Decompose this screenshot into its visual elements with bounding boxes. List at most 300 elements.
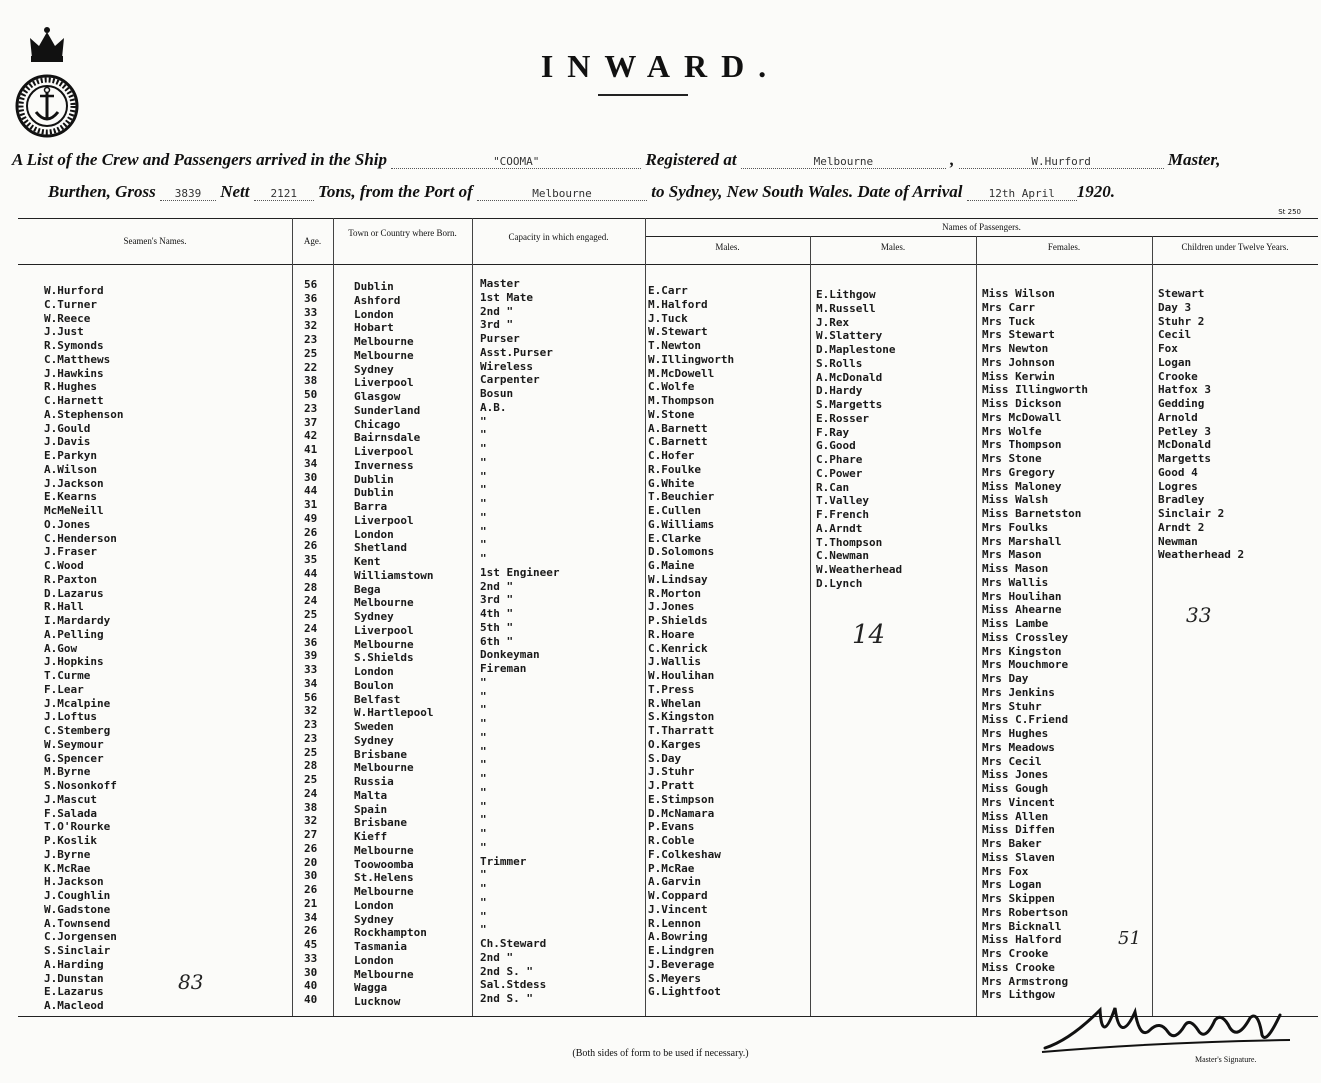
- list-item: Melbourne: [354, 596, 414, 610]
- list-item: 33: [304, 305, 318, 319]
- list-item: C.Newman: [816, 549, 869, 563]
- list-item: ": [480, 785, 487, 799]
- list-item: 25: [304, 745, 318, 759]
- list-item: Miss Wilson: [982, 287, 1055, 300]
- list-item: S.Day: [648, 751, 682, 765]
- list-item: ": [480, 772, 487, 785]
- divider-males1: [645, 218, 646, 1016]
- list-item: Miss C.Friend: [982, 713, 1069, 727]
- col-head-born: Town or Country where Born.: [348, 228, 457, 238]
- arrival-date: 12th April: [967, 187, 1077, 201]
- list-item: ": [480, 799, 487, 813]
- male-passengers-2-column: [816, 288, 902, 591]
- list-item: Dublin: [354, 486, 394, 500]
- list-item: ": [480, 414, 487, 428]
- list-item: O.Jones: [44, 517, 91, 531]
- crew-names-column: [44, 284, 123, 1013]
- col-head-children: Children under Twelve Years.: [1181, 242, 1289, 252]
- list-item: Purser: [480, 332, 520, 345]
- list-item: C.Stemberg: [44, 724, 111, 737]
- list-item: Glasgow: [354, 390, 401, 403]
- list-item: ": [480, 689, 487, 703]
- list-item: J.Jones: [648, 600, 695, 614]
- list-item: Mrs Mason: [982, 548, 1042, 562]
- list-item: D.Lynch: [816, 576, 863, 590]
- list-item: Crooke: [1158, 369, 1198, 383]
- list-item: A.Macleod: [44, 999, 104, 1012]
- list-item: 1st Engineer: [480, 565, 560, 579]
- list-item: Bega: [354, 582, 381, 596]
- list-item: T.Press: [648, 682, 695, 696]
- list-item: ": [480, 730, 487, 744]
- list-item: E.Parkyn: [44, 449, 97, 462]
- divider-children: [1152, 236, 1153, 1016]
- list-item: Fireman: [480, 662, 527, 675]
- list-item: Miss Crossley: [982, 630, 1069, 644]
- list-item: 34: [304, 910, 318, 924]
- list-item: Kieff: [354, 830, 388, 843]
- list-item: ": [480, 442, 487, 455]
- list-item: Mrs Marshall: [982, 534, 1062, 548]
- list-item: Sunderland: [354, 403, 421, 417]
- list-item: 30: [304, 470, 318, 484]
- list-item: McMeNeill: [44, 504, 104, 517]
- arrival-label: Date of Arrival: [857, 182, 963, 201]
- list-item: K.McRae: [44, 861, 91, 875]
- col-head-males-1: Males.: [715, 242, 740, 252]
- list-item: ": [480, 510, 487, 524]
- list-item: 40: [304, 993, 318, 1006]
- list-item: W.Gadstone: [44, 902, 111, 916]
- table-top-rule: [18, 218, 1318, 219]
- crew-capacity-column: [480, 277, 559, 1006]
- list-item: ": [480, 428, 487, 442]
- footer-note: (Both sides of form to be used if necessary.): [572, 1048, 749, 1059]
- crew-ages-column: [304, 278, 317, 1007]
- list-item: Mrs Lithgow: [982, 988, 1055, 1002]
- list-item: 35: [304, 553, 318, 566]
- list-item: Mrs McDowall: [982, 410, 1062, 424]
- list-item: W.Hurford: [44, 284, 104, 297]
- females-total-handwritten: 51: [1118, 928, 1141, 949]
- col-head-males-2: Males.: [880, 242, 906, 252]
- list-item: 28: [304, 580, 318, 594]
- list-item: 33: [304, 951, 318, 965]
- list-item: T.O'Rourke: [44, 820, 111, 834]
- list-item: 24: [304, 594, 318, 608]
- crew-born-column: [354, 280, 433, 1009]
- list-item: C.Matthews: [44, 352, 111, 366]
- list-item: G.Good: [816, 439, 856, 453]
- list-item: W.Hartlepool: [354, 706, 434, 720]
- list-item: C.Turner: [44, 297, 97, 311]
- list-item: E.Rosser: [816, 411, 869, 425]
- list-item: ": [480, 675, 487, 689]
- tons-port-label: Tons, from the Port of: [318, 182, 473, 201]
- list-item: Mrs Baker: [982, 837, 1042, 850]
- list-item: E.Carr: [648, 284, 688, 297]
- list-item: ": [480, 469, 487, 483]
- list-item: R.Paxton: [44, 572, 97, 586]
- list-item: ": [480, 744, 487, 758]
- list-item: ": [480, 813, 487, 827]
- list-item: ": [480, 703, 487, 717]
- list-item: A.Stephenson: [44, 407, 124, 421]
- list-item: Miss Lambe: [982, 617, 1049, 630]
- list-item: 22: [304, 360, 318, 374]
- list-item: 45: [304, 938, 318, 951]
- list-item: Sal.Stdess: [480, 978, 547, 992]
- list-item: S.Rolls: [816, 356, 863, 370]
- year-prefix: 19: [1076, 182, 1094, 201]
- list-item: Mrs Gregory: [982, 465, 1055, 479]
- list-item: 56: [304, 278, 318, 291]
- list-item: ": [480, 483, 487, 497]
- list-item: J.Byrne: [44, 847, 91, 861]
- list-item: ": [480, 717, 487, 730]
- list-item: C.Barnett: [648, 435, 708, 449]
- list-item: A.Barnett: [648, 421, 708, 435]
- list-item: Melbourne: [354, 348, 414, 362]
- list-item: 2nd ": [480, 304, 514, 318]
- list-item: J.Dunstan: [44, 971, 104, 985]
- list-item: 36: [304, 635, 318, 649]
- list-item: M.Russell: [816, 301, 876, 315]
- list-item: Dublin: [354, 472, 394, 486]
- list-item: Mrs Logan: [982, 878, 1042, 892]
- divider-age: [292, 218, 293, 1016]
- children-total-handwritten: 33: [1186, 603, 1212, 627]
- list-item: ": [480, 882, 487, 895]
- list-item: R.Hughes: [44, 380, 97, 394]
- list-item: D.McNamara: [648, 806, 715, 820]
- list-item: Mrs Vincent: [982, 795, 1055, 809]
- list-item: Dublin: [354, 280, 394, 293]
- list-item: 20: [304, 855, 318, 869]
- list-item: Petley 3: [1158, 424, 1211, 438]
- list-item: 31: [304, 498, 318, 511]
- list-item: 30: [304, 869, 318, 883]
- list-item: 2nd ": [480, 950, 514, 964]
- list-item: T.Beuchier: [648, 490, 715, 504]
- list-item: 2nd S. ": [480, 992, 533, 1005]
- list-item: A.Bowring: [648, 930, 708, 944]
- list-item: McDonald: [1158, 438, 1211, 452]
- list-item: Sydney: [354, 912, 394, 926]
- list-item: P.Evans: [648, 820, 695, 834]
- list-item: Mrs Wallis: [982, 575, 1049, 589]
- list-item: Miss Barnetston: [982, 507, 1082, 520]
- female-passengers-column: [982, 287, 1088, 1002]
- list-item: F.Ray: [816, 425, 850, 439]
- list-item: F.Salada: [44, 806, 97, 820]
- list-item: ": [480, 840, 487, 854]
- list-item: Miss Diffen: [982, 823, 1055, 837]
- list-item: Master: [480, 277, 520, 290]
- list-item: J.Hopkins: [44, 655, 104, 669]
- list-item: 5th ": [480, 620, 514, 634]
- list-item: 32: [304, 814, 318, 828]
- list-item: J.Just: [44, 325, 84, 339]
- list-item: W.Stewart: [648, 325, 708, 339]
- list-item: J.Fraser: [44, 545, 97, 559]
- list-item: Spain: [354, 802, 388, 816]
- list-item: J.Tuck: [648, 311, 688, 325]
- list-item: 50: [304, 388, 318, 401]
- list-item: R.Morton: [648, 586, 701, 600]
- list-item: R.Lennon: [648, 916, 701, 930]
- list-item: Stewart: [1158, 287, 1205, 300]
- list-item: A.Garvin: [648, 875, 701, 889]
- divider-born: [333, 218, 334, 1016]
- col-head-females: Females.: [1047, 242, 1081, 252]
- list-item: Brisbane: [354, 816, 407, 830]
- list-item: ": [480, 923, 487, 937]
- list-item: A.Townsend: [44, 916, 111, 930]
- list-item: Sweden: [354, 720, 394, 733]
- list-item: Wagga: [354, 981, 388, 995]
- list-item: Ashford: [354, 293, 401, 307]
- col-head-passengers: Names of Passengers.: [942, 222, 1021, 232]
- list-item: T.Curme: [44, 669, 91, 682]
- list-item: Mrs Mouchmore: [982, 658, 1069, 672]
- list-item: Mrs Crooke: [982, 947, 1049, 960]
- list-item: ": [480, 552, 487, 565]
- list-item: C.Jorgensen: [44, 930, 117, 944]
- divider-capacity: [472, 218, 473, 1016]
- list-item: T.Thompson: [816, 535, 883, 549]
- document-title: INWARD.: [540, 48, 781, 84]
- list-item: E.Cullen: [648, 504, 701, 517]
- list-item: S.Meyers: [648, 971, 701, 985]
- list-item: C.Wolfe: [648, 380, 695, 394]
- list-item: Mrs Wolfe: [982, 424, 1042, 438]
- title-underline: [598, 94, 688, 96]
- list-item: 36: [304, 291, 318, 305]
- list-item: Trimmer: [480, 854, 527, 868]
- list-item: D.Lazarus: [44, 586, 104, 600]
- list-item: 26: [304, 924, 318, 938]
- list-item: A.McDonald: [816, 370, 883, 384]
- list-item: D.Hardy: [816, 384, 863, 398]
- list-item: C.Hofer: [648, 449, 695, 462]
- list-item: J.Beverage: [648, 957, 715, 971]
- list-item: E.Lazarus: [44, 985, 104, 999]
- list-item: J.Mcalpine: [44, 696, 111, 710]
- list-item: F.Lear: [44, 682, 84, 696]
- list-item: R.Hoare: [648, 627, 695, 641]
- list-item: 24: [304, 786, 318, 800]
- list-item: Liverpool: [354, 376, 414, 390]
- list-item: G.Maine: [648, 559, 695, 572]
- list-item: Weatherhead 2: [1158, 548, 1245, 562]
- list-item: Melbourne: [354, 335, 414, 348]
- divider-males2: [810, 236, 811, 1016]
- list-item: London: [354, 527, 394, 541]
- list-item: 2nd ": [480, 579, 514, 593]
- list-item: W.Coppard: [648, 889, 708, 902]
- list-item: W.Illingworth: [648, 352, 735, 366]
- list-item: 34: [304, 456, 318, 470]
- list-item: Miss Slaven: [982, 850, 1055, 864]
- list-item: Mrs Carr: [982, 300, 1035, 314]
- list-item: W.Stone: [648, 407, 695, 421]
- list-item: Sydney: [354, 610, 394, 623]
- children-column: [1158, 287, 1244, 562]
- port-of-origin: Melbourne: [477, 187, 647, 201]
- male-passengers-1-column: [648, 284, 734, 999]
- list-item: Mrs Stone: [982, 452, 1042, 465]
- burthen-label: Burthen, Gross: [48, 182, 156, 201]
- list-item: Mrs Robertson: [982, 905, 1069, 919]
- gross-tonnage: 3839: [160, 187, 216, 201]
- list-item: D.Solomons: [648, 545, 715, 559]
- list-item: London: [354, 953, 394, 967]
- list-item: Shetland: [354, 541, 407, 555]
- list-item: O.Karges: [648, 737, 701, 751]
- list-item: Sinclair 2: [1158, 507, 1225, 520]
- list-item: G.Spencer: [44, 751, 104, 765]
- list-item: 21: [304, 896, 318, 910]
- list-item: P.Koslik: [44, 834, 97, 847]
- list-item: Ch.Steward: [480, 937, 547, 950]
- list-item: C.Harnett: [44, 394, 104, 407]
- signature-label: Master's Signature.: [1195, 1055, 1257, 1064]
- list-item: Mrs Hughes: [982, 727, 1049, 740]
- list-item: J.Jackson: [44, 476, 104, 490]
- list-item: ": [480, 524, 487, 538]
- list-item: 6th ": [480, 634, 514, 648]
- list-item: M.Byrne: [44, 765, 91, 779]
- list-item: Miss Maloney: [982, 479, 1062, 493]
- list-item: Kent: [354, 555, 381, 568]
- list-item: 25: [304, 608, 318, 621]
- list-item: 26: [304, 525, 318, 539]
- list-item: G.White: [648, 476, 695, 490]
- list-item: Bosun: [480, 387, 514, 400]
- list-item: Asst.Purser: [480, 345, 553, 359]
- list-item: Chicago: [354, 417, 401, 431]
- col-head-age: Age.: [303, 236, 322, 246]
- list-item: Mrs Jenkins: [982, 685, 1055, 699]
- list-item: 33: [304, 663, 318, 676]
- list-item: Miss Illingworth: [982, 383, 1088, 397]
- list-item: 27: [304, 828, 318, 841]
- list-item: J.Vincent: [648, 902, 708, 916]
- list-item: 25: [304, 773, 318, 786]
- list-item: Liverpool: [354, 513, 414, 527]
- list-item: F.Colkeshaw: [648, 847, 721, 861]
- list-item: J.Stuhr: [648, 765, 695, 779]
- list-item: E.Clarke: [648, 531, 701, 545]
- list-item: J.Mascut: [44, 792, 97, 806]
- list-item: 32: [304, 704, 318, 718]
- list-item: E.Stimpson: [648, 792, 715, 806]
- list-item: M.Thompson: [648, 394, 715, 407]
- list-item: G.Lightfoot: [648, 985, 721, 999]
- list-item: 26: [304, 883, 318, 896]
- list-item: W.Weatherhead: [816, 563, 903, 576]
- list-item: Hobart: [354, 321, 394, 335]
- list-item: Mrs Thompson: [982, 438, 1062, 452]
- list-item: D.Maplestone: [816, 343, 896, 356]
- list-item: 28: [304, 759, 318, 773]
- header-line-1: A List of the Crew and Passengers arrived in the Ship "COOMA" Registered at Melbourne , W.Hurford Master,: [12, 150, 1221, 169]
- list-item: ": [480, 895, 487, 909]
- list-item: A.Pelling: [44, 627, 104, 641]
- list-item: Mrs Fox: [982, 864, 1029, 878]
- list-item: W.Reece: [44, 311, 91, 325]
- list-item: 38: [304, 374, 318, 388]
- list-item: R.Coble: [648, 834, 695, 847]
- list-item: Toowoomba: [354, 857, 414, 871]
- list-item: E.Lindgren: [648, 944, 715, 957]
- crew-total-handwritten: 83: [178, 970, 204, 994]
- list-item: C.Henderson: [44, 531, 117, 545]
- list-item: Inverness: [354, 458, 414, 472]
- list-item: Melbourne: [354, 637, 414, 651]
- list-item: F.French: [816, 508, 869, 521]
- list-item: Mrs Foulks: [982, 520, 1049, 534]
- list-item: S.Shields: [354, 651, 414, 665]
- list-item: Mrs Day: [982, 672, 1029, 685]
- list-item: R.Foulke: [648, 462, 701, 476]
- list-item: Arndt 2: [1158, 520, 1205, 534]
- list-item: Fox: [1158, 342, 1178, 355]
- list-item: A.Arndt: [816, 521, 863, 535]
- list-item: G.Williams: [648, 517, 715, 531]
- list-item: Melbourne: [354, 885, 414, 898]
- nett-tonnage: 2121: [254, 187, 314, 201]
- list-item: J.Rex: [816, 315, 850, 329]
- list-item: Donkeyman: [480, 648, 540, 662]
- list-item: Rockhampton: [354, 926, 427, 940]
- table-header-rule: [18, 264, 1318, 265]
- list-item: W.Seymour: [44, 737, 104, 751]
- list-item: Belfast: [354, 692, 401, 706]
- list-item: Boulon: [354, 678, 394, 692]
- list-item: J.Hawkins: [44, 366, 104, 380]
- list-item: R.Can: [816, 480, 850, 494]
- list-item: Carpenter: [480, 373, 540, 387]
- list-item: Mrs Cecil: [982, 754, 1042, 768]
- list-item: P.McRae: [648, 861, 695, 875]
- list-item: Sydney: [354, 362, 394, 376]
- list-item: St.Helens: [354, 871, 414, 885]
- list-item: Miss Crooke: [982, 960, 1055, 974]
- list-item: Stuhr 2: [1158, 314, 1205, 328]
- list-item: 44: [304, 484, 318, 498]
- list-item: S.Nosonkoff: [44, 779, 117, 792]
- list-item: C.Wood: [44, 559, 84, 572]
- list-item: 44: [304, 566, 318, 580]
- list-item: Melbourne: [354, 761, 414, 775]
- list-item: ": [480, 497, 487, 510]
- list-intro: A List of the Crew and Passengers arrived in the Ship: [12, 150, 387, 169]
- list-item: Liverpool: [354, 445, 414, 458]
- list-item: London: [354, 898, 394, 912]
- list-item: A.Wilson: [44, 462, 97, 476]
- list-item: Miss Halford: [982, 933, 1062, 947]
- list-item: 26: [304, 841, 318, 855]
- list-item: 23: [304, 731, 318, 745]
- list-item: W.Houlihan: [648, 669, 715, 682]
- list-item: J.Coughlin: [44, 889, 111, 902]
- list-item: 34: [304, 676, 318, 690]
- nett-label: Nett: [220, 182, 250, 201]
- list-item: Miss Mason: [982, 562, 1049, 575]
- ship-name: "COOMA": [391, 155, 641, 169]
